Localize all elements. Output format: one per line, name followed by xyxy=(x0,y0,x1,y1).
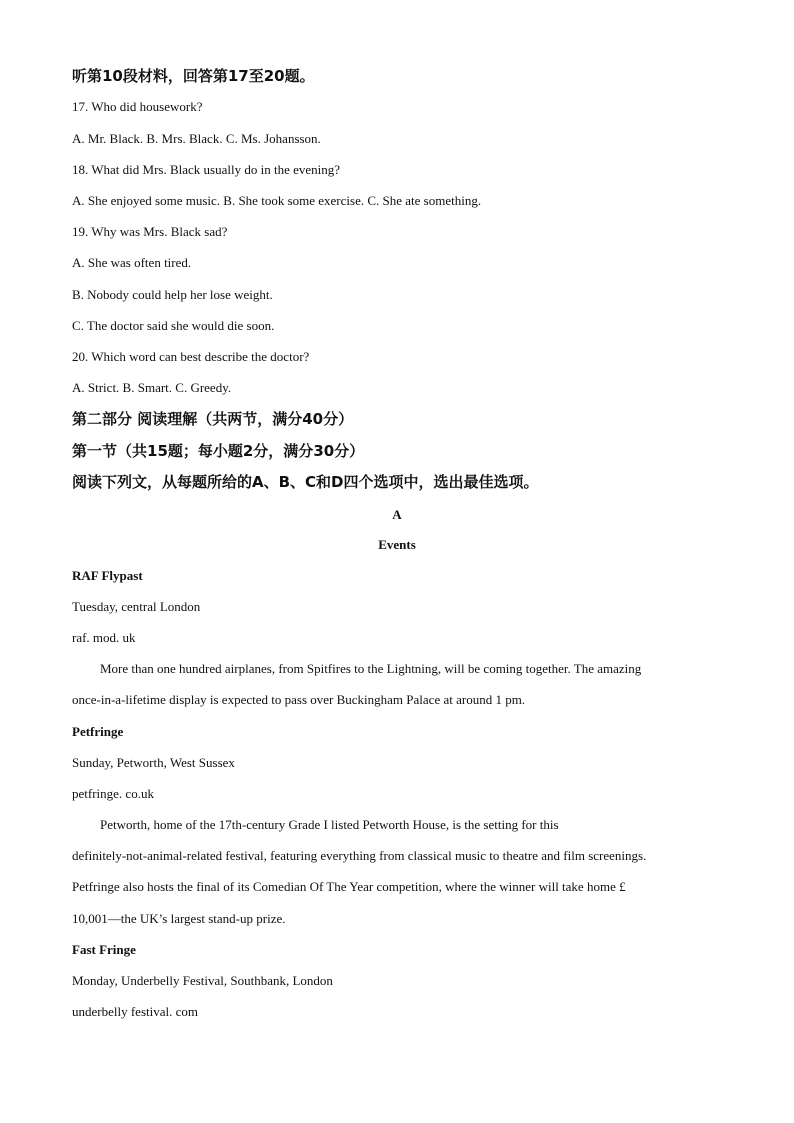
question-19-option-b: B. Nobody could help her lose weight. xyxy=(72,287,273,302)
event-website: raf. mod. uk xyxy=(72,630,136,645)
event-name-fast-fringe: Fast Fringe xyxy=(72,942,136,957)
question-18-options: A. She enjoyed some music. B. She took some exercise. C. She ate something. xyxy=(72,193,482,208)
event-description-line: Petfringe also hosts the final of its Comedian Of The Year competition, where the winner will take home £ xyxy=(72,879,626,894)
passage-title: Events xyxy=(378,537,416,552)
event-when-where: Sunday, Petworth, West Sussex xyxy=(72,755,235,770)
question-20: 20. Which word can best describe the doctor? xyxy=(72,349,310,364)
event-name-petfringe: Petfringe xyxy=(72,724,124,739)
event-description-line: once-in-a-lifetime display is expected to pass over Buckingham Palace at around 1 pm. xyxy=(72,692,526,707)
question-17: 17. Who did housework? xyxy=(72,99,203,114)
passage-letter: A xyxy=(392,507,402,522)
section1-title: 第一节（共15题；每小题2分，满分30分） xyxy=(72,442,365,460)
event-description-line: 10,001—the UK’s largest stand-up prize. xyxy=(72,911,286,926)
event-description-line: Petworth, home of the 17th-century Grade I listed Petworth House, is the setting for this xyxy=(100,817,559,832)
question-20-options: A. Strict. B. Smart. C. Greedy. xyxy=(72,380,232,395)
event-description-line: More than one hundred airplanes, from Spitfires to the Lightning, will be coming together. The amazing xyxy=(100,661,642,676)
event-name-raf-flypast: RAF Flypast xyxy=(72,568,143,583)
part2-title: 第二部分 阅读理解（共两节，满分40分） xyxy=(72,410,354,428)
event-website: petfringe. co.uk xyxy=(72,786,154,801)
question-19-option-c: C. The doctor said she would die soon. xyxy=(72,318,275,333)
event-when-where: Tuesday, central London xyxy=(72,599,201,614)
event-description-line: definitely-not-animal-related festival, featuring everything from classical music to theatre and film screenings. xyxy=(72,848,647,863)
question-19: 19. Why was Mrs. Black sad? xyxy=(72,224,228,239)
question-17-options: A. Mr. Black. B. Mrs. Black. C. Ms. Johansson. xyxy=(72,131,321,146)
question-19-option-a: A. She was often tired. xyxy=(72,255,192,270)
event-when-where: Monday, Underbelly Festival, Southbank, London xyxy=(72,973,333,988)
question-18: 18. What did Mrs. Black usually do in the evening? xyxy=(72,162,341,177)
listening-section-header: 听第10段材料，回答第17至20题。 xyxy=(72,67,315,85)
reading-instructions: 阅读下列文，从每题所给的A、B、C和D四个选项中，选出最佳选项。 xyxy=(72,473,539,491)
event-website: underbelly festival. com xyxy=(72,1004,198,1019)
